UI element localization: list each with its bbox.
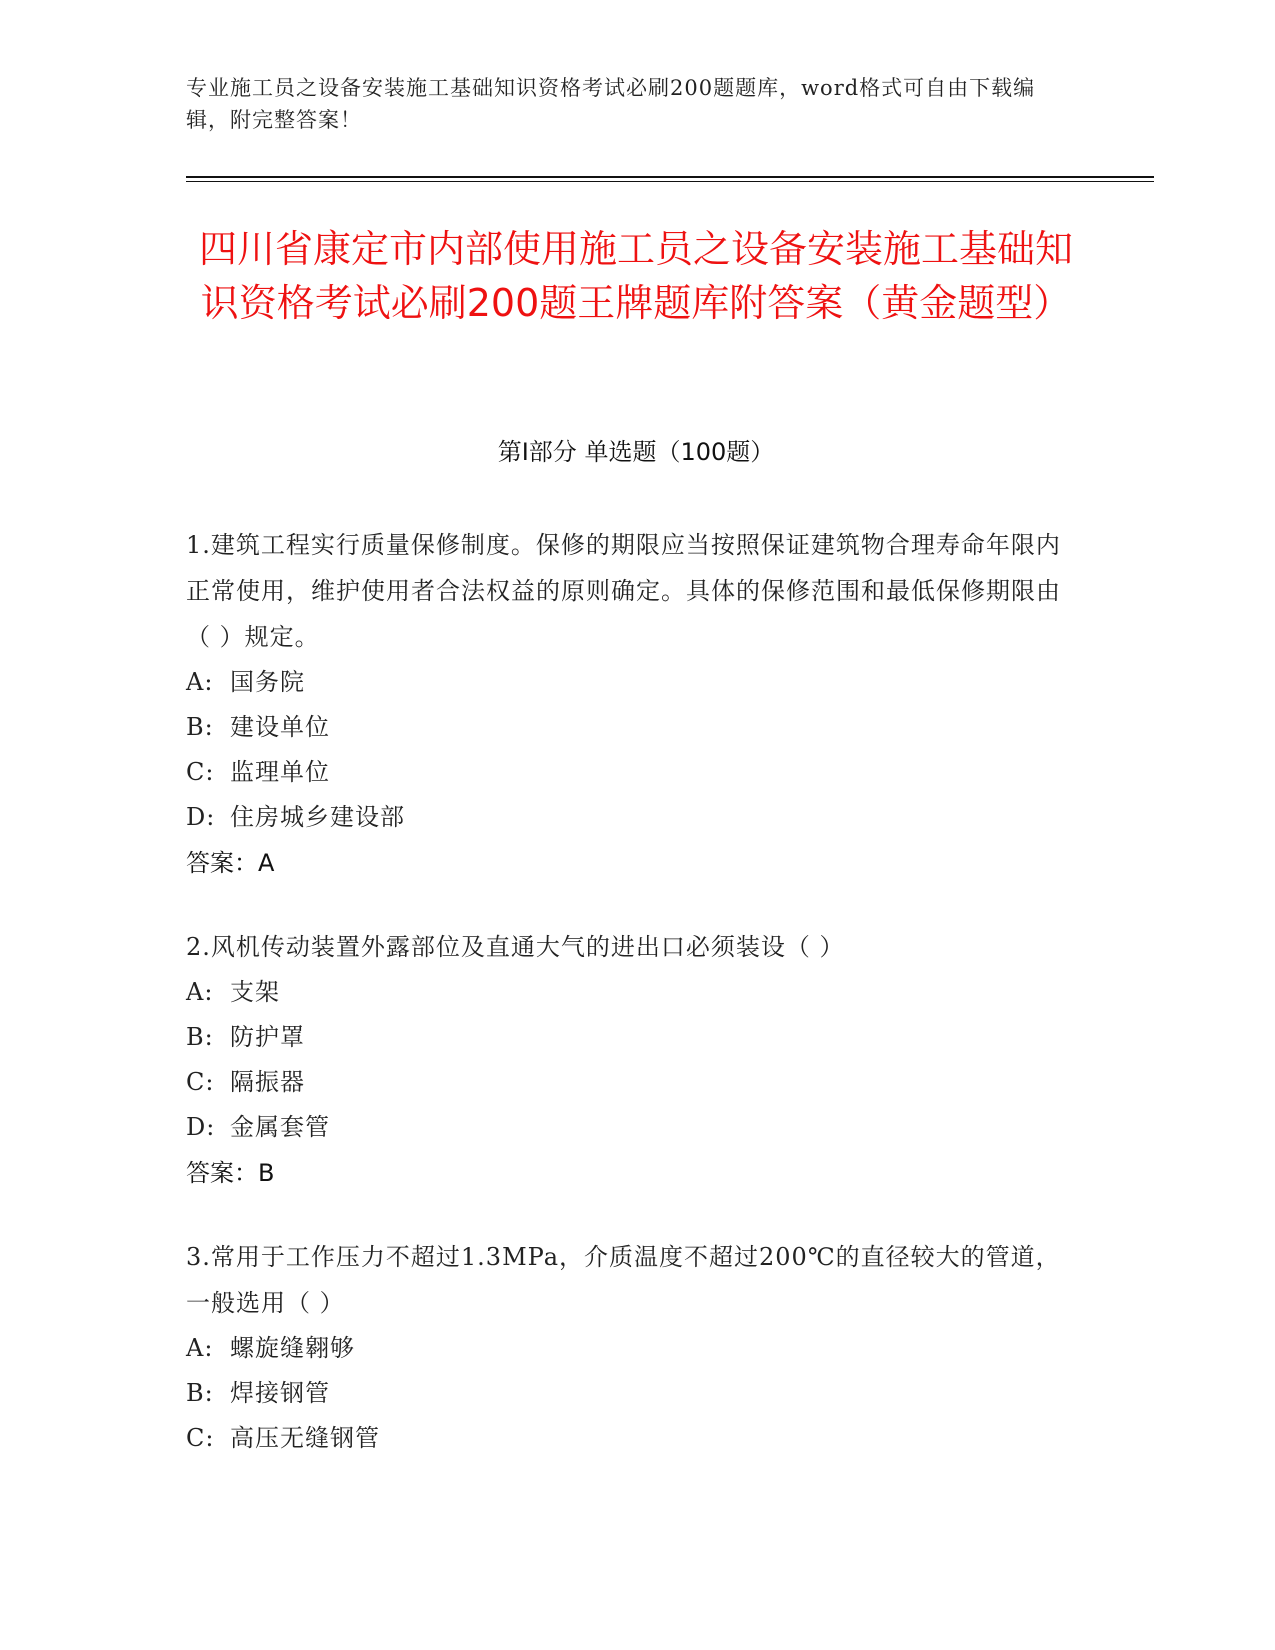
option-letter: C: bbox=[186, 1424, 215, 1452]
section-title: 第Ⅰ部分 单选题（100题） bbox=[497, 438, 775, 466]
option-letter: D: bbox=[186, 803, 216, 831]
option-letter: B: bbox=[186, 1023, 214, 1051]
option-text: 支架 bbox=[230, 978, 280, 1006]
question-3 bbox=[186, 1234, 1062, 1461]
option-text: 金属套管 bbox=[230, 1113, 330, 1141]
question-stem: 2.风机传动装置外露部位及直通大气的进出口必须装设（ ） bbox=[186, 933, 845, 961]
option-c bbox=[186, 1060, 1062, 1105]
option-b bbox=[186, 705, 1062, 750]
option-letter: D: bbox=[186, 1113, 216, 1141]
option-text: 建设单位 bbox=[230, 713, 330, 741]
option-letter: C: bbox=[186, 758, 215, 786]
option-text: 防护罩 bbox=[230, 1023, 305, 1051]
option-text: 隔振器 bbox=[230, 1068, 305, 1096]
option-letter: A: bbox=[186, 1334, 214, 1362]
option-d bbox=[186, 1105, 1062, 1150]
option-b bbox=[186, 1371, 1062, 1416]
question-2 bbox=[186, 924, 1062, 1196]
question-list bbox=[186, 522, 1062, 1499]
option-letter: A: bbox=[186, 978, 214, 1006]
option-c bbox=[186, 750, 1062, 795]
option-letter: B: bbox=[186, 713, 214, 741]
option-a bbox=[186, 970, 1062, 1015]
document-title: 四川省康定市内部使用施工员之设备安装施工基础知识资格考试必刷200题王牌题库附答案（黄金题型） bbox=[198, 227, 1073, 325]
option-d bbox=[186, 795, 1062, 840]
option-a bbox=[186, 1326, 1062, 1371]
option-text: 监理单位 bbox=[230, 758, 330, 786]
option-letter: B: bbox=[186, 1379, 214, 1407]
option-text: 螺旋缝翱够 bbox=[230, 1334, 355, 1362]
header-divider-thin bbox=[186, 181, 1154, 182]
option-text: 焊接钢管 bbox=[230, 1379, 330, 1407]
option-letter: C: bbox=[186, 1068, 215, 1096]
question-stem: 1.建筑工程实行质量保修制度。保修的期限应当按照保证建筑物合理寿命年限内正常使用，维护使用者合法权益的原则确定。具体的保修范围和最低保修期限由（ ）规定。 bbox=[186, 531, 1061, 651]
option-c bbox=[186, 1416, 1062, 1461]
header-note: 专业施工员之设备安装施工基础知识资格考试必刷200题题库，word格式可自由下载编辑，附完整答案！ bbox=[186, 76, 1036, 132]
question-stem: 3.常用于工作压力不超过1.3MPa，介质温度不超过200℃的直径较大的管道，一般选用（ ） bbox=[186, 1243, 1061, 1317]
option-a bbox=[186, 660, 1062, 705]
option-text: 住房城乡建设部 bbox=[230, 803, 405, 831]
option-text: 高压无缝钢管 bbox=[230, 1424, 380, 1452]
question-1 bbox=[186, 522, 1062, 886]
option-b bbox=[186, 1015, 1062, 1060]
answer-line: 答案：A bbox=[186, 849, 275, 877]
option-letter: A: bbox=[186, 668, 214, 696]
option-text: 国务院 bbox=[230, 668, 305, 696]
header-divider-thick bbox=[186, 176, 1154, 178]
answer-line: 答案：B bbox=[186, 1159, 275, 1187]
